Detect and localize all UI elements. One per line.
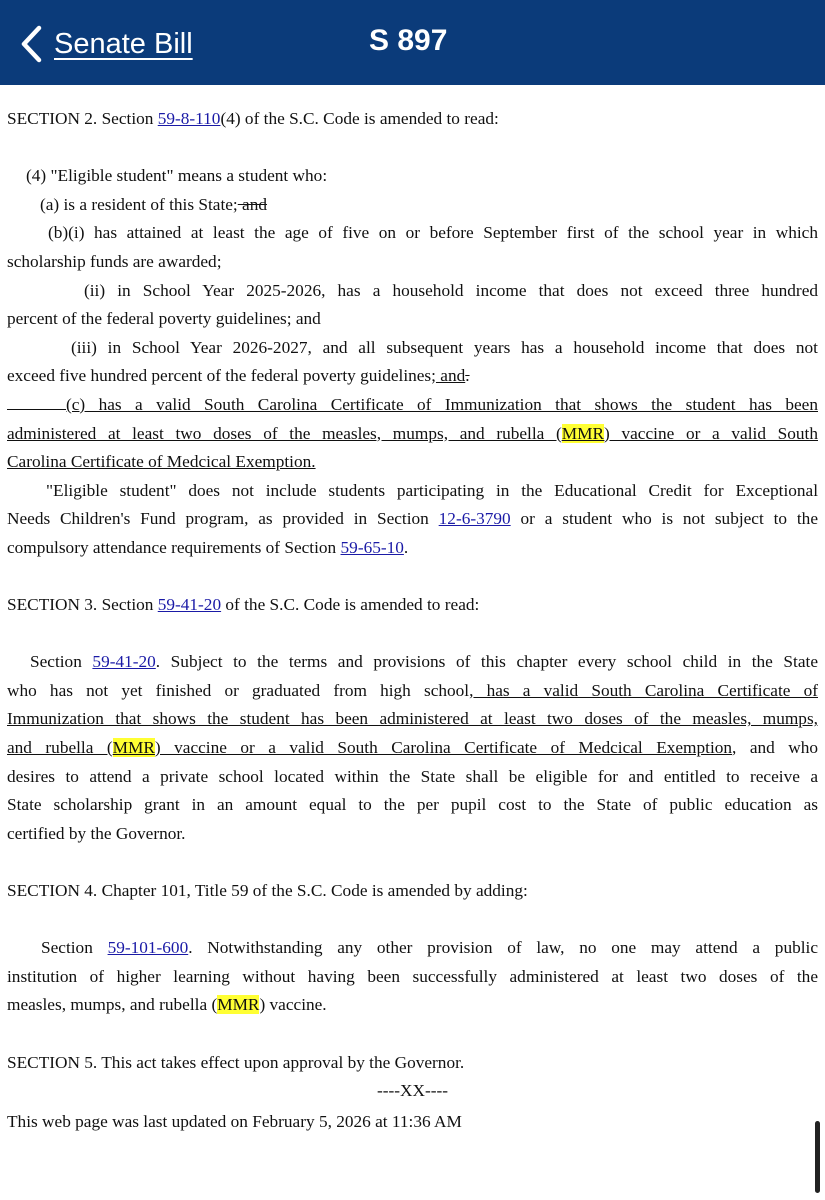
code-link-59-8-110[interactable]: 59-8-110 bbox=[157, 109, 221, 128]
code-link-12-6-3790[interactable]: 12-6-3790 bbox=[438, 509, 511, 529]
bill-text bbox=[7, 105, 818, 1136]
section3-line2: who has not yet finished or graduated from high school, has a valid South Carolina Certificate of bbox=[7, 680, 818, 700]
section4-line2: institution of higher learning without having been successfully administered at least two doses of the bbox=[7, 966, 818, 986]
section2-heading: SECTION 2. Section 59-8-110(4) of the S.C. Code is amended to read: bbox=[7, 109, 499, 128]
section3-line7: certified by the Governor. bbox=[7, 823, 186, 843]
item-a: (a) is a resident of this State; and bbox=[40, 194, 268, 214]
struck-text: . bbox=[465, 366, 470, 386]
exclusion-line1: "Eligible student" does not include students participating in the Educational Credit for Exceptional bbox=[46, 480, 818, 500]
code-link-59-41-20[interactable]: 59-41-20 bbox=[157, 595, 222, 615]
section3-line1: Section 59-41-20. Subject to the terms and provisions of this chapter every school child in the State bbox=[30, 652, 818, 672]
mmr-highlight: MMR bbox=[112, 738, 155, 758]
item-b-line2: scholarship funds are awarded; bbox=[7, 251, 222, 271]
code-link-59-101-600[interactable]: 59-101-600 bbox=[107, 938, 189, 958]
section4-line3: measles, mumps, and rubella (MMR) vaccine. bbox=[7, 995, 327, 1015]
code-link-59-41-20-body[interactable]: 59-41-20 bbox=[92, 652, 156, 672]
inserted-text: has a valid South Carolina Certificate of bbox=[473, 680, 818, 700]
scrollbar-thumb[interactable] bbox=[815, 1121, 820, 1193]
bill-number-title: S 897 bbox=[369, 24, 448, 57]
last-updated: This web page was last updated on February 5, 2026 at 11:36 AM bbox=[7, 1111, 462, 1131]
exclusion-line2: Needs Children's Fund program, as provided in Section 12-6-3790 or a student who is not subject to the bbox=[7, 509, 818, 529]
top-nav-bar bbox=[0, 0, 825, 85]
item-c-line1: (c) has a valid South Carolina Certificate of Immunization that shows the student has been bbox=[7, 391, 818, 420]
item-c-line3: Carolina Certificate of Medcical Exemption. bbox=[7, 452, 316, 472]
item-ii-line1: (ii) in School Year 2025-2026, has a household income that does not exceed three hundred bbox=[84, 280, 818, 300]
struck-text: and bbox=[237, 194, 268, 214]
item-b-line1: (b)(i) has attained at least the age of five on or before September first of the school year in which bbox=[48, 223, 818, 243]
section4-heading: SECTION 4. Chapter 101, Title 59 of the S.C. Code is amended by adding: bbox=[7, 881, 528, 901]
section4-line1: Section 59-101-600. Notwithstanding any other provision of law, no one may attend a public bbox=[41, 938, 819, 958]
exclusion-line3: compulsory attendance requirements of Section 59-65-10. bbox=[7, 537, 409, 557]
item-4: (4) "Eligible student" means a student who: bbox=[26, 166, 328, 186]
section5-heading: SECTION 5. This act takes effect upon approval by the Governor. bbox=[7, 1052, 465, 1072]
mmr-highlight: MMR bbox=[561, 423, 605, 443]
code-link-59-65-10[interactable]: 59-65-10 bbox=[340, 537, 404, 557]
item-iii-line2: exceed five hundred percent of the federal poverty guidelines; and. bbox=[7, 366, 470, 386]
back-button[interactable] bbox=[20, 22, 193, 66]
section3-line5: desires to attend a private school located within the State shall be eligible for and entitled to receive a bbox=[7, 766, 818, 786]
item-c-line2: administered at least two doses of the measles, mumps, and rubella (MMR) vaccine or a valid South bbox=[7, 423, 818, 443]
section3-line3: Immunization that shows the student has been administered at least two doses of the measles, mumps, bbox=[7, 709, 818, 729]
chevron-left-icon bbox=[20, 25, 42, 63]
inserted-text: and bbox=[435, 366, 466, 386]
end-mark: ----XX---- bbox=[377, 1081, 448, 1101]
section3-heading: SECTION 3. Section 59-41-20 of the S.C. Code is amended to read: bbox=[7, 595, 480, 615]
mmr-highlight: MMR bbox=[217, 995, 260, 1015]
item-ii-line2: percent of the federal poverty guidelines; and bbox=[7, 309, 321, 329]
section3-line6: State scholarship grant in an amount equal to the per pupil cost to the State of public education as bbox=[7, 795, 818, 815]
item-iii-line1: (iii) in School Year 2026-2027, and all subsequent years has a household income that does not bbox=[71, 337, 818, 357]
back-label[interactable]: Senate Bill bbox=[54, 27, 193, 60]
section3-line4: and rubella (MMR) vaccine or a valid South Carolina Certificate of Medcical Exemption, and who bbox=[7, 738, 819, 758]
